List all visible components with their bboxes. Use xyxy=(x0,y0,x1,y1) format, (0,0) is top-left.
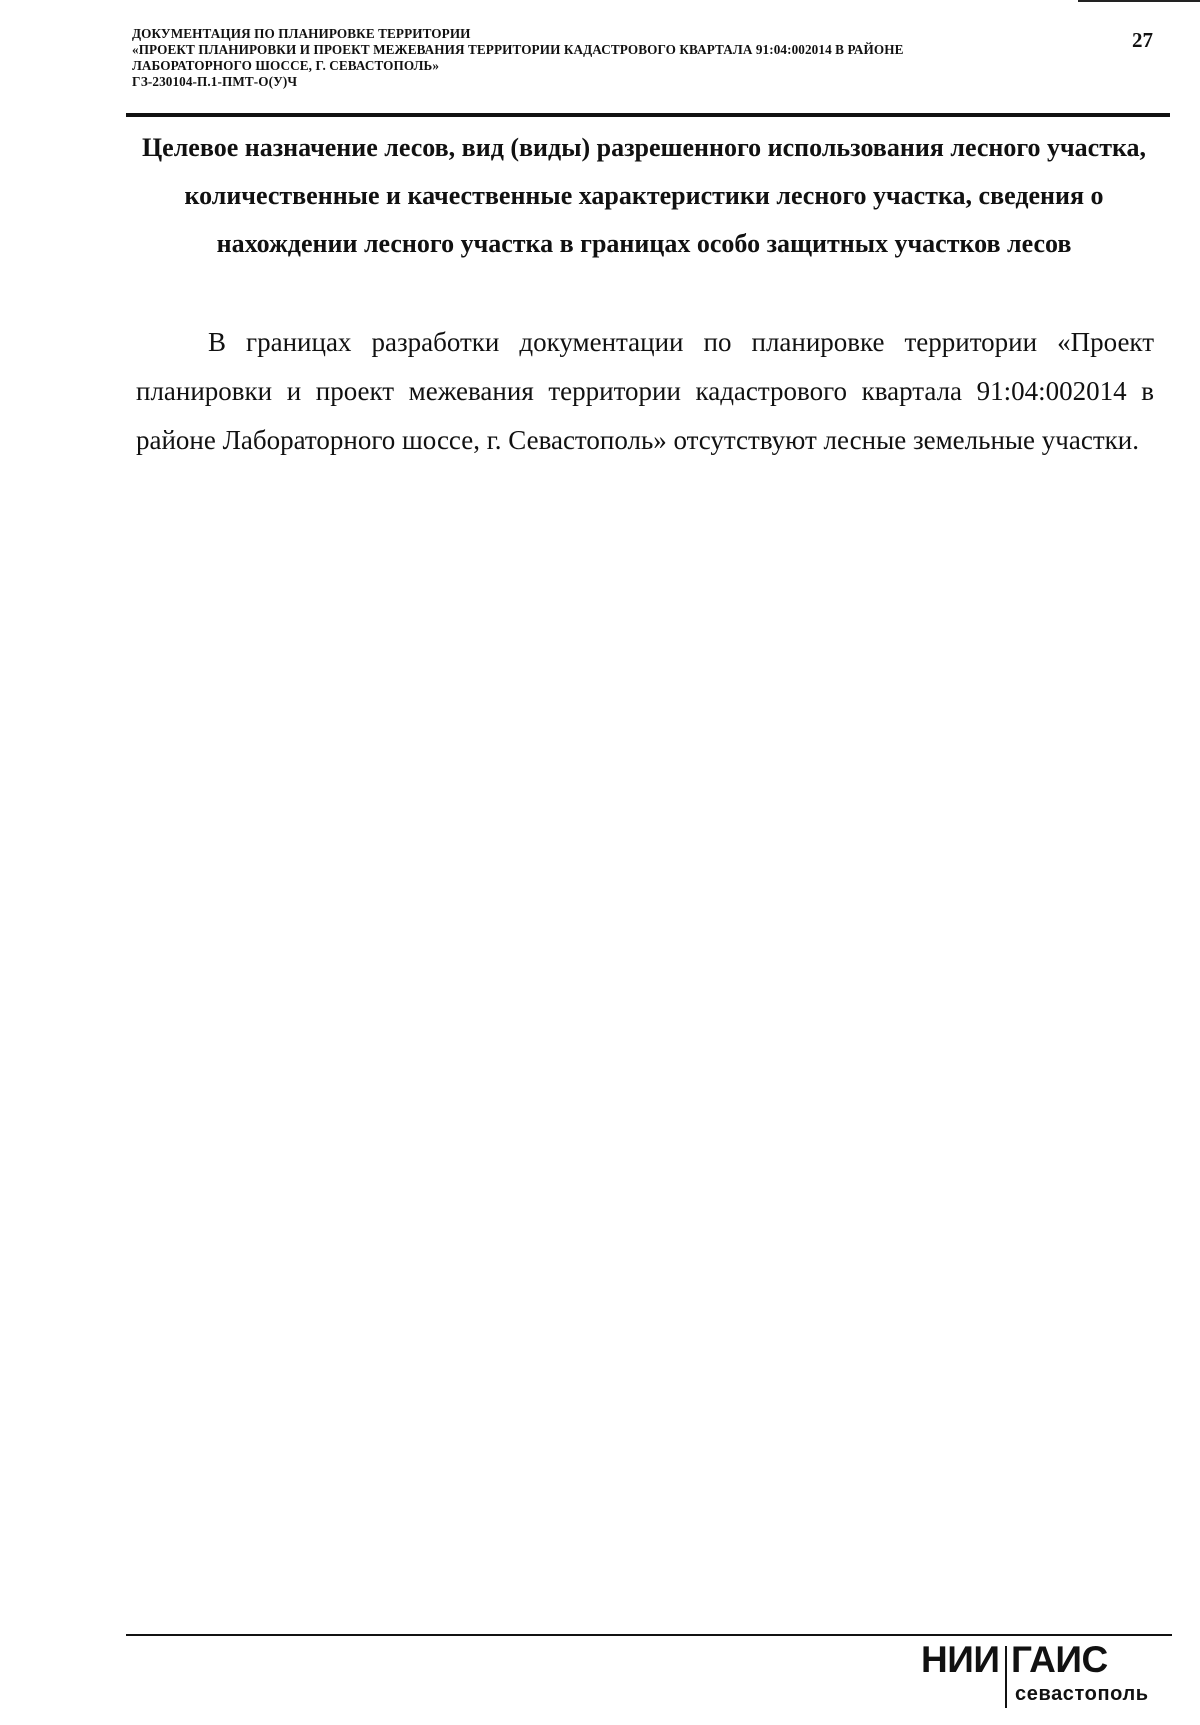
logo-nii-text: НИИ xyxy=(921,1639,1000,1680)
body-paragraph: В границах разработки документации по планировке территории «Проект планировки и проект межевания территории кадастрового квартала 91:04:002014 в районе Лабораторного шоссе, г. Севастополь» отсутствуют лесные земельные участки. xyxy=(136,327,1154,455)
header-line-2: «ПРОЕКТ ПЛАНИРОВКИ И ПРОЕКТ МЕЖЕВАНИЯ ТЕРРИТОРИИ КАДАСТРОВОГО КВАРТАЛА 91:04:002014 В РАЙОНЕ xyxy=(132,42,904,57)
section-title: Целевое назначение лесов, вид (виды) разрешенного использования лесного участка, количественные и качественные характеристики лесного участка, сведения о нахождении лесного участка в границах особо защитных участков лесов xyxy=(141,133,1147,258)
logo-gais-text: ГАИС xyxy=(1011,1639,1108,1680)
page-number: 27 xyxy=(1132,28,1153,52)
header-divider xyxy=(126,113,1170,117)
top-edge-rule xyxy=(1078,0,1200,2)
logo-divider xyxy=(1005,1646,1007,1708)
footer-divider xyxy=(126,1634,1172,1636)
header-line-1: ДОКУМЕНТАЦИЯ ПО ПЛАНИРОВКЕ ТЕРРИТОРИИ xyxy=(132,26,471,41)
document-header xyxy=(132,26,1092,90)
header-document-code: ГЗ-230104-П.1-ПМТ-О(У)Ч xyxy=(132,74,298,89)
logo-city-text: севастополь xyxy=(1015,1683,1149,1705)
header-line-3: ЛАБОРАТОРНОГО ШОССЕ, Г. СЕВАСТОПОЛЬ» xyxy=(132,58,440,73)
niigais-logo xyxy=(921,1638,1171,1718)
